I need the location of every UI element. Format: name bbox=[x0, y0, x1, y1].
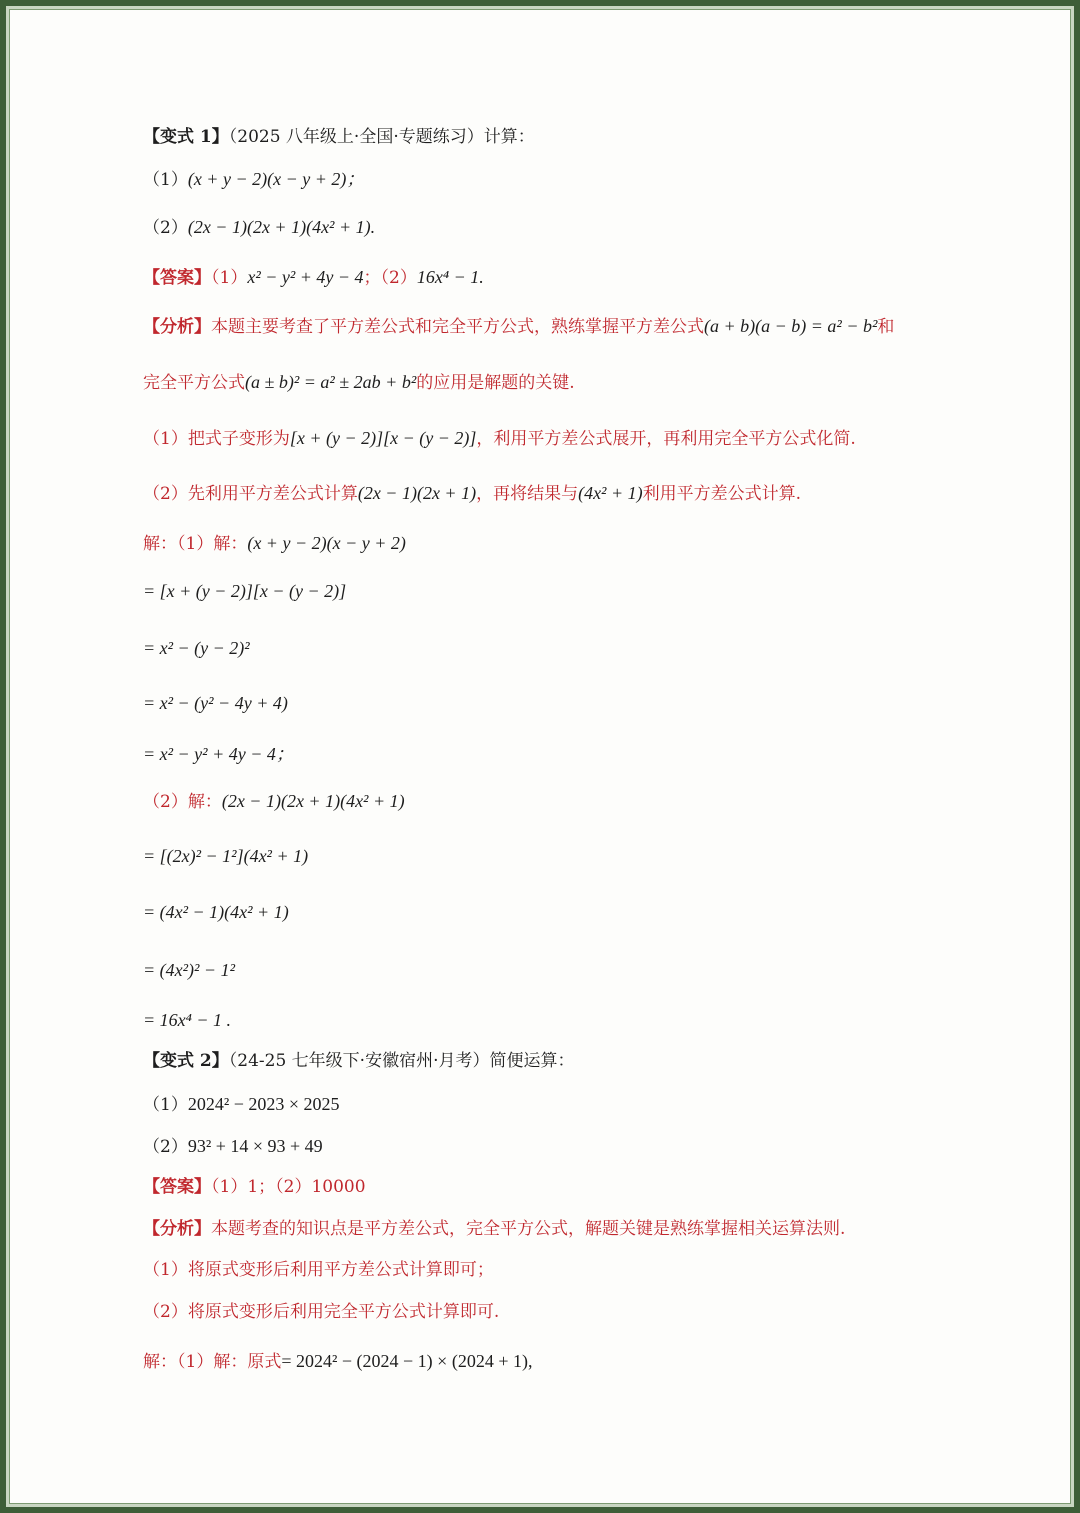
solution-label: （2）解： bbox=[143, 792, 222, 812]
answer-number: （2） bbox=[380, 268, 417, 288]
variant1-analysis bbox=[143, 315, 894, 338]
solution-expression: (x + y − 2)(x − y + 2) bbox=[247, 533, 406, 553]
answer-tag: 【答案】 bbox=[143, 268, 211, 288]
solution-step: = [x + (y − 2)][x − (y − 2)] bbox=[143, 581, 347, 601]
answer-expression: 16x⁴ − 1. bbox=[416, 267, 484, 287]
analysis-text: 本题主要考查了平方差公式和完全平方公式，熟练掌握平方差公式 bbox=[211, 317, 704, 337]
solution-step: = x² − (y² − 4y + 4) bbox=[143, 693, 288, 713]
analysis-text: 完全平方公式 bbox=[143, 373, 245, 393]
answer-expression: x² − y² + 4y − 4 bbox=[247, 267, 364, 287]
question-number: （2） bbox=[143, 218, 188, 238]
variant2-source: （24-25 七年级下·安徽宿州·月考） bbox=[228, 1051, 490, 1071]
answer-number: （1） bbox=[211, 268, 248, 288]
variant2-title bbox=[143, 1050, 574, 1072]
variant1-solution-2 bbox=[143, 790, 405, 813]
variant1-tag: 【变式 1】 bbox=[143, 127, 229, 147]
solution-step: = (4x² − 1)(4x² + 1) bbox=[143, 902, 289, 922]
question-number: （1） bbox=[143, 1095, 188, 1115]
solution-step: = x² − (y − 2)² bbox=[143, 638, 250, 658]
variant2-analysis-step1: （1）将原式变形后利用平方差公式计算即可； bbox=[143, 1260, 494, 1280]
analysis-text: （2）先利用平方差公式计算 bbox=[143, 484, 358, 504]
variant1-analysis-step2 bbox=[143, 482, 801, 505]
analysis-text: 和 bbox=[877, 317, 895, 337]
solution-label: 解：（1）解：原式 bbox=[143, 1352, 282, 1372]
variant1-title bbox=[143, 126, 535, 148]
analysis-text: 利用平方差公式计算. bbox=[642, 484, 802, 504]
variant2-answer bbox=[143, 1176, 366, 1198]
perfect-square-formula: (a ± b)² = a² ± 2ab + b² bbox=[245, 372, 417, 392]
variant2-question-1 bbox=[143, 1093, 340, 1116]
variant1-question-1 bbox=[143, 168, 364, 191]
variant1-answer bbox=[143, 266, 484, 289]
analysis-text: ，再将结果与 bbox=[476, 484, 579, 504]
variant1-solution-1 bbox=[143, 532, 406, 555]
variant1-analysis-cont bbox=[143, 371, 575, 394]
analysis-text: 的应用是解题的关键. bbox=[416, 373, 575, 393]
variant2-solution-1 bbox=[143, 1350, 532, 1373]
question-number: （1） bbox=[143, 170, 188, 190]
variant1-task: 计算： bbox=[483, 127, 535, 147]
analysis-text: ，利用平方差公式展开，再利用完全平方公式化简. bbox=[476, 429, 856, 449]
analysis-tag: 【分析】 bbox=[143, 1219, 211, 1239]
variant1-source: （2025 八年级上·全国·专题练习） bbox=[228, 127, 484, 147]
question-expression: (x + y − 2)(x − y + 2)； bbox=[187, 169, 365, 189]
analysis-tag: 【分析】 bbox=[143, 317, 211, 337]
difference-of-squares-formula: (a + b)(a − b) = a² − b² bbox=[704, 316, 878, 336]
question-expression: 93² + 14 × 93 + 49 bbox=[187, 1136, 323, 1156]
variant2-analysis-step2: （2）将原式变形后利用完全平方公式计算即可. bbox=[143, 1302, 500, 1322]
solution-step: = [(2x)² − 1²](4x² + 1) bbox=[143, 846, 309, 866]
solution-step: = (4x²)² − 1² bbox=[143, 960, 235, 980]
analysis-expression: (4x² + 1) bbox=[578, 483, 643, 503]
solution-step: = x² − y² + 4y − 4； bbox=[143, 744, 294, 764]
variant2-task: 简便运算： bbox=[489, 1051, 575, 1071]
answer-text: （1）1；（2）10000 bbox=[211, 1177, 366, 1197]
solution-step: = 16x⁴ − 1 . bbox=[143, 1010, 232, 1030]
analysis-text: （1）把式子变形为 bbox=[143, 429, 290, 449]
analysis-text: 本题考查的知识点是平方差公式，完全平方公式，解题关键是熟练掌握相关运算法则. bbox=[211, 1219, 846, 1239]
solution-expression: (2x − 1)(2x + 1)(4x² + 1) bbox=[221, 791, 405, 811]
variant2-tag: 【变式 2】 bbox=[143, 1051, 229, 1071]
answer-tag: 【答案】 bbox=[143, 1177, 211, 1197]
question-number: （2） bbox=[143, 1137, 188, 1157]
question-expression: 2024² − 2023 × 2025 bbox=[187, 1094, 340, 1114]
variant1-analysis-step1 bbox=[143, 427, 856, 450]
variant2-analysis bbox=[143, 1218, 845, 1240]
variant1-question-2 bbox=[143, 216, 375, 239]
answer-separator: ； bbox=[363, 268, 381, 288]
solution-label: 解：（1）解： bbox=[143, 534, 248, 554]
variant2-question-2 bbox=[143, 1135, 323, 1158]
question-expression: (2x − 1)(2x + 1)(4x² + 1). bbox=[187, 217, 376, 237]
solution-expression: = 2024² − (2024 − 1) × (2024 + 1), bbox=[281, 1351, 533, 1371]
analysis-expression: (2x − 1)(2x + 1) bbox=[357, 483, 477, 503]
analysis-expression: [x + (y − 2)][x − (y − 2)] bbox=[289, 428, 477, 448]
